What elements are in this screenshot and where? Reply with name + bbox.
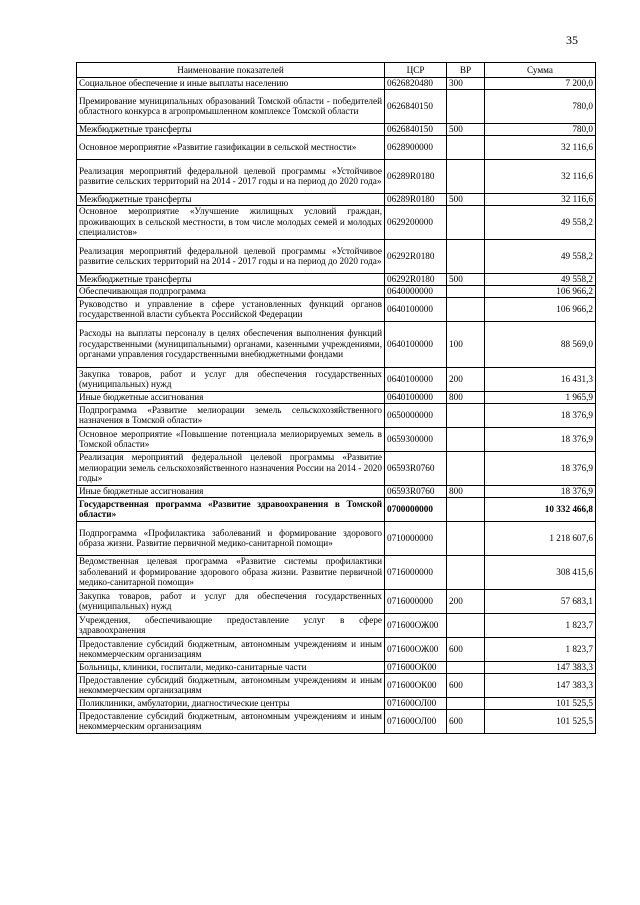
row-vr: 600: [447, 673, 485, 697]
row-name: Премирование муниципальных образований Томской области - победителей областного конкурса в агропромышленном комплексе Томской области: [77, 89, 385, 123]
row-name: Предоставление субсидий бюджетным, автономным учреждениям и иным некоммерческим организациям: [77, 637, 385, 661]
row-sum: 780,0: [485, 89, 596, 123]
row-name: Межбюджетные трансферты: [77, 123, 385, 135]
table-row: [77, 497, 596, 521]
table-row: [77, 285, 596, 297]
table-row: [77, 78, 596, 90]
row-csr: 0640100000: [385, 321, 447, 367]
row-name: Иные бюджетные ассигнования: [77, 485, 385, 497]
table-row: [77, 427, 596, 451]
row-name: Учреждения, обеспечивающие предоставление услуг в сфере здравоохранения: [77, 613, 385, 637]
row-sum: 16 431,3: [485, 367, 596, 391]
row-sum: 1 218 607,6: [485, 521, 596, 555]
row-sum: 18 376,9: [485, 403, 596, 427]
table-row: [77, 89, 596, 123]
row-sum: 106 966,2: [485, 285, 596, 297]
row-sum: 49 558,2: [485, 205, 596, 239]
row-csr: 06593R0760: [385, 485, 447, 497]
row-csr: 0640100000: [385, 391, 447, 403]
header-name: Наименование показателей: [77, 63, 385, 78]
row-sum: 101 525,5: [485, 697, 596, 709]
table-row: [77, 367, 596, 391]
row-sum: 147 383,3: [485, 673, 596, 697]
row-vr: 300: [447, 78, 485, 90]
row-name: Предоставление субсидий бюджетным, автономным учреждениям и иным некоммерческим организациям: [77, 673, 385, 697]
row-name: Обеспечивающая подпрограмма: [77, 285, 385, 297]
row-name: Социальное обеспечение и иные выплаты населению: [77, 78, 385, 90]
row-sum: 32 116,6: [485, 193, 596, 205]
row-vr: 800: [447, 485, 485, 497]
page-number: 35: [566, 33, 578, 47]
row-name: Подпрограмма «Развитие мелиорации земель сельскохозяйственного назначения в Томской области»: [77, 403, 385, 427]
row-sum: 49 558,2: [485, 273, 596, 285]
row-vr: 100: [447, 321, 485, 367]
row-vr: [447, 285, 485, 297]
row-name: Закупка товаров, работ и услуг для обеспечения государственных (муниципальных) нужд: [77, 367, 385, 391]
row-name: Поликлиники, амбулатории, диагностические центры: [77, 697, 385, 709]
row-vr: 500: [447, 123, 485, 135]
row-name: Межбюджетные трансферты: [77, 273, 385, 285]
table-row: [77, 239, 596, 273]
row-vr: [447, 205, 485, 239]
row-name: Основное мероприятие «Повышение потенциала мелиорируемых земель в Томской области»: [77, 427, 385, 451]
row-csr: 06593R0760: [385, 451, 447, 485]
row-csr: 0716000000: [385, 555, 447, 589]
row-vr: [447, 451, 485, 485]
row-csr: 06292R0180: [385, 273, 447, 285]
row-csr: 0640100000: [385, 297, 447, 321]
row-sum: 32 116,6: [485, 159, 596, 193]
row-sum: 18 376,9: [485, 451, 596, 485]
row-csr: 0640100000: [385, 367, 447, 391]
table-row: [77, 521, 596, 555]
table-row: [77, 709, 596, 733]
row-csr: 0628900000: [385, 135, 447, 159]
row-name: Межбюджетные трансферты: [77, 193, 385, 205]
row-sum: 18 376,9: [485, 427, 596, 451]
table-row: [77, 485, 596, 497]
row-name: Иные бюджетные ассигнования: [77, 391, 385, 403]
row-csr: 0626840150: [385, 89, 447, 123]
row-csr: 0659300000: [385, 427, 447, 451]
table-row: [77, 403, 596, 427]
row-name: Подпрограмма «Профилактика заболеваний и формирование здорового образа жизни. Развитие первичной медико-санитарной помощи»: [77, 521, 385, 555]
row-vr: [447, 427, 485, 451]
row-csr: 0626820480: [385, 78, 447, 90]
table-row: [77, 273, 596, 285]
row-sum: 10 332 466,8: [485, 497, 596, 521]
row-vr: [447, 239, 485, 273]
row-sum: 18 376,9: [485, 485, 596, 497]
row-csr: 071600ОЛ00: [385, 709, 447, 733]
header-vr: ВР: [447, 63, 485, 78]
table-body: [77, 78, 596, 734]
row-vr: [447, 403, 485, 427]
row-csr: 071600ОЛ00: [385, 697, 447, 709]
budget-table: [76, 62, 596, 734]
row-vr: 500: [447, 193, 485, 205]
row-sum: 88 569,0: [485, 321, 596, 367]
row-vr: [447, 135, 485, 159]
row-name: Закупка товаров, работ и услуг для обеспечения государственных (муниципальных) нужд: [77, 589, 385, 613]
row-sum: 1 823,7: [485, 637, 596, 661]
table-row: [77, 297, 596, 321]
table-row: [77, 391, 596, 403]
row-sum: 1 823,7: [485, 613, 596, 637]
table-row: [77, 321, 596, 367]
row-vr: [447, 159, 485, 193]
table-row: [77, 673, 596, 697]
row-csr: 0710000000: [385, 521, 447, 555]
row-vr: 600: [447, 709, 485, 733]
row-name: Основное мероприятие «Улучшение жилищных условий граждан, проживающих в сельской местности, в том числе молодых семей и молодых специалистов»: [77, 205, 385, 239]
header-csr: ЦСР: [385, 63, 447, 78]
row-vr: 200: [447, 589, 485, 613]
table-row: [77, 661, 596, 673]
row-name: Реализация мероприятий федеральной целевой программы «Устойчивое развитие сельских территорий на 2014 - 2017 годы и на период до 2020 года»: [77, 239, 385, 273]
row-vr: 800: [447, 391, 485, 403]
row-sum: 106 966,2: [485, 297, 596, 321]
row-csr: 0629200000: [385, 205, 447, 239]
table-row: [77, 637, 596, 661]
row-vr: [447, 89, 485, 123]
row-name: Государственная программа «Развитие здравоохранения в Томской области»: [77, 497, 385, 521]
header-sum: Сумма: [485, 63, 596, 78]
row-sum: 49 558,2: [485, 239, 596, 273]
row-csr: 0626840150: [385, 123, 447, 135]
row-csr: 0700000000: [385, 497, 447, 521]
row-name: Основное мероприятие «Развитие газификации в сельской местности»: [77, 135, 385, 159]
row-name: Предоставление субсидий бюджетным, автономным учреждениям и иным некоммерческим организациям: [77, 709, 385, 733]
row-sum: 780,0: [485, 123, 596, 135]
row-sum: 7 200,0: [485, 78, 596, 90]
row-vr: [447, 555, 485, 589]
table-row: [77, 205, 596, 239]
table-row: [77, 123, 596, 135]
row-sum: 57 683,1: [485, 589, 596, 613]
row-vr: [447, 697, 485, 709]
row-sum: 1 965,9: [485, 391, 596, 403]
row-vr: [447, 497, 485, 521]
row-name: Ведомственная целевая программа «Развитие системы профилактики заболеваний и формирование здорового образа жизни. Развитие первичной медико-санитарной помощи»: [77, 555, 385, 589]
table-row: [77, 697, 596, 709]
row-csr: 0716000000: [385, 589, 447, 613]
row-csr: 071600ОЖ00: [385, 637, 447, 661]
row-csr: 0640000000: [385, 285, 447, 297]
table-row: [77, 451, 596, 485]
row-name: Реализация мероприятий федеральной целевой программы «Устойчивое развитие сельских территорий на 2014 - 2017 годы и на период до 2020 года»: [77, 159, 385, 193]
row-vr: 500: [447, 273, 485, 285]
row-vr: 600: [447, 637, 485, 661]
row-name: Руководство и управление в сфере установленных функций органов государственной власти субъекта Российской Федерации: [77, 297, 385, 321]
row-csr: 071600ОЖ00: [385, 613, 447, 637]
table-row: [77, 613, 596, 637]
row-csr: 06289R0180: [385, 193, 447, 205]
row-vr: [447, 297, 485, 321]
table-header-row: [77, 63, 596, 78]
table-row: [77, 555, 596, 589]
row-csr: 0650000000: [385, 403, 447, 427]
row-csr: 06292R0180: [385, 239, 447, 273]
table-row: [77, 589, 596, 613]
row-vr: [447, 521, 485, 555]
row-csr: 071600ОК00: [385, 661, 447, 673]
row-vr: [447, 613, 485, 637]
row-csr: 071600ОК00: [385, 673, 447, 697]
row-csr: 06289R0180: [385, 159, 447, 193]
row-name: Расходы на выплаты персоналу в целях обеспечения выполнения функций государственными (муниципальными) органами, казенными учреждениями, органами управления государственными внебюджетными фондами: [77, 321, 385, 367]
row-sum: 101 525,5: [485, 709, 596, 733]
row-vr: [447, 661, 485, 673]
table-row: [77, 135, 596, 159]
row-sum: 147 383,3: [485, 661, 596, 673]
table-row: [77, 159, 596, 193]
row-name: Больницы, клиники, госпитали, медико-санитарные части: [77, 661, 385, 673]
table-row: [77, 193, 596, 205]
row-sum: 308 415,6: [485, 555, 596, 589]
row-sum: 32 116,6: [485, 135, 596, 159]
row-vr: 200: [447, 367, 485, 391]
row-name: Реализация мероприятий федеральной целевой программы «Развитие мелиорации земель сельскохозяйственного назначения России на 2014 - 2020 годы»: [77, 451, 385, 485]
